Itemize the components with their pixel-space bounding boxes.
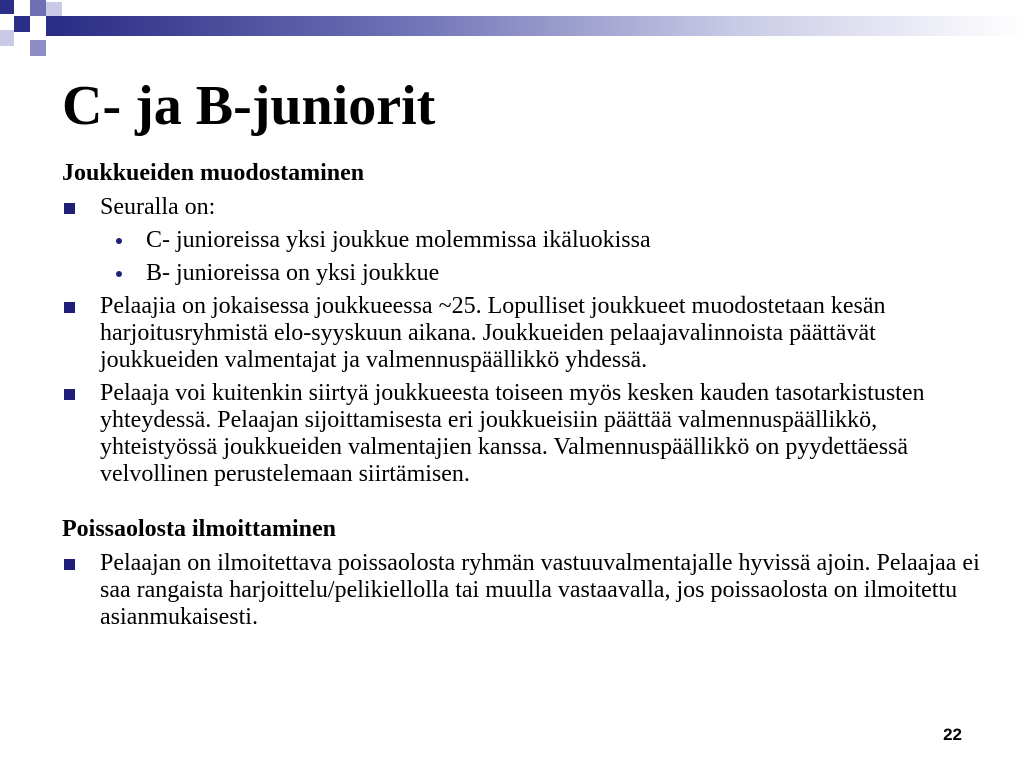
- bullet-text: Pelaajan on ilmoitettava poissaolosta ryhmän vastuuvalmentajalle hyvissä ajoin. Pelaajaa ei saa rangaista harjoittelu/pelikiellolla tai muulla vastaavalla, jos poissaolosta on ilmoitettu asianmukaisesti.: [100, 550, 980, 630]
- section-heading-absence-reporting: Poissaolosta ilmoittaminen: [62, 516, 336, 542]
- bullet-item: [62, 293, 992, 374]
- bullet-item: [62, 550, 992, 631]
- sub-bullet-text: C- junioreissa yksi joukkue molemmissa ikäluokissa: [146, 227, 651, 253]
- square-bullet-icon: [64, 203, 75, 214]
- sub-bullet-text: B- junioreissa on yksi joukkue: [146, 260, 440, 286]
- header-gradient-bar: [62, 16, 1024, 36]
- header-square: [46, 16, 62, 36]
- header-square: [0, 30, 14, 46]
- square-bullet-icon: [64, 389, 75, 400]
- square-bullet-icon: [64, 559, 75, 570]
- dot-bullet-icon: [116, 271, 122, 277]
- bullet-text: Pelaajia on jokaisessa joukkueessa ~25. Lopulliset joukkueet muodostetaan kesän harjoitusryhmistä elo-syyskuun aikana. Joukkueiden pelaajavalinnoista päättävät joukkueiden valmentajat ja valmennuspäällikkö yhdessä.: [100, 293, 886, 373]
- header-square: [30, 0, 46, 16]
- dot-bullet-icon: [116, 238, 122, 244]
- sub-bullet-item: [62, 227, 992, 254]
- square-bullet-icon: [64, 302, 75, 313]
- slide-title: C- ja B-juniorit: [62, 75, 436, 137]
- bullet-item: [62, 194, 992, 221]
- header-square: [46, 2, 62, 16]
- header-square: [0, 0, 14, 14]
- page-number: 22: [943, 725, 962, 744]
- bullet-text: Seuralla on:: [100, 194, 216, 220]
- header-square: [14, 16, 30, 32]
- section-heading-team-formation: Joukkueiden muodostaminen: [62, 160, 365, 186]
- bullet-item: [62, 380, 992, 488]
- slide-content: [62, 160, 992, 637]
- header-square: [30, 40, 46, 56]
- bullet-text: Pelaaja voi kuitenkin siirtyä joukkueesta toiseen myös kesken kauden tasotarkistusten yhteydessä. Pelaajan sijoittamisesta eri joukkueisiin päättää valmennuspäällikkö, yhteistyössä joukkueiden valmentajien kanssa. Valmennuspäällikkö on pyydettäessä velvollinen perustelemaan siirtämisen.: [100, 380, 925, 487]
- sub-bullet-item: [62, 260, 992, 287]
